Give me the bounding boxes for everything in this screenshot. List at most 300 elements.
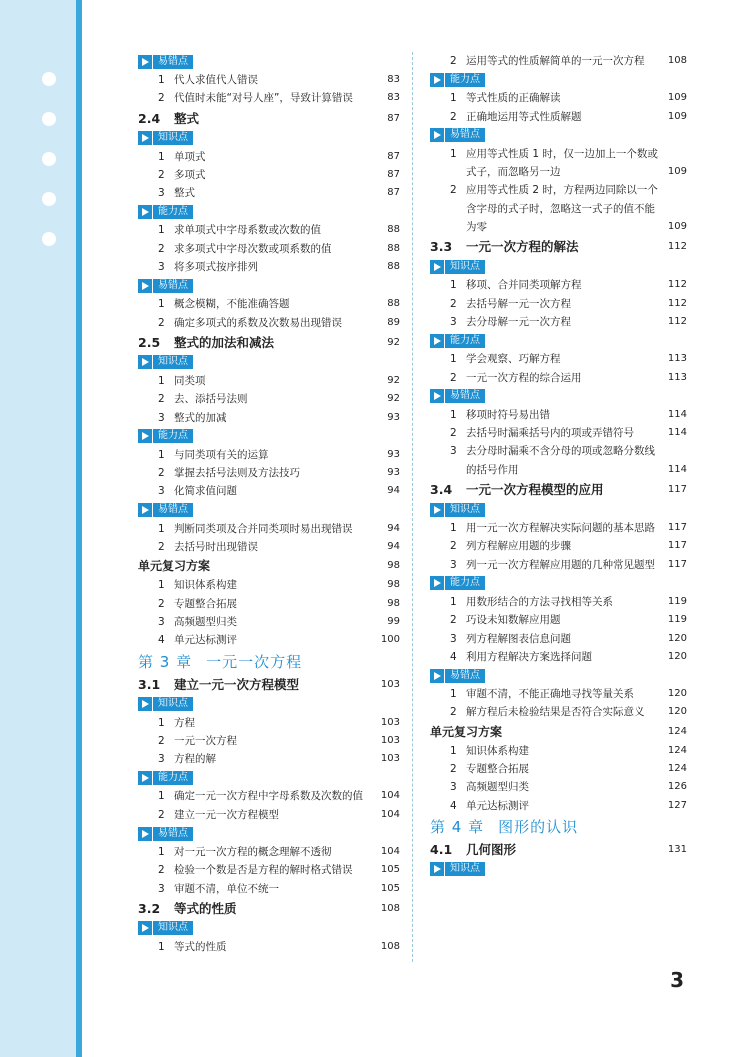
section-tag-ability: [430, 331, 687, 350]
toc-entry[interactable]: [138, 787, 400, 805]
entry-number: 3: [158, 187, 165, 200]
entry-page: 83: [387, 74, 400, 85]
entry-title: 同类项: [174, 374, 206, 387]
entry-number: 4: [450, 799, 457, 812]
toc-entry[interactable]: [138, 714, 400, 732]
toc-entry[interactable]: [430, 778, 687, 796]
entry-page: 109: [667, 221, 687, 233]
entry-number: 3: [450, 632, 457, 645]
toc-entry[interactable]: [138, 446, 400, 464]
entry-page: 124: [667, 763, 687, 775]
entry-page: 103: [380, 753, 400, 765]
entry-page: 87: [387, 150, 400, 162]
spine-edge: [76, 0, 82, 1057]
entry-page: 93: [387, 448, 400, 460]
entry-title: 去括号时出现错误: [174, 541, 258, 554]
entry-title: 列一元一次方程解应用题的几种常见题型: [466, 558, 655, 571]
entry-title: 求单项式中字母系数或次数的值: [174, 224, 321, 237]
entry-page: 100: [380, 634, 400, 646]
toc-entry[interactable]: [138, 843, 400, 861]
play-icon: [138, 55, 152, 69]
entry-page: 99: [387, 615, 400, 627]
toc-entry[interactable]: [430, 685, 687, 703]
entry-number: 3: [158, 261, 165, 274]
toc-entry[interactable]: [138, 631, 400, 649]
entry-title: 化简求值问题: [174, 485, 237, 498]
entry-page: 83: [387, 92, 400, 104]
entry-title: 单项式: [174, 150, 206, 163]
entry-number: 2: [158, 597, 165, 610]
binding-hole: [42, 232, 56, 246]
toc-entry[interactable]: [430, 442, 687, 479]
chapter-title: 一元一次方程: [206, 652, 303, 671]
tag-label: 知识点: [445, 260, 485, 274]
entry-number: 2: [450, 427, 457, 440]
entry-page: 92: [387, 393, 400, 405]
entry-number: 3: [158, 882, 165, 895]
binding-hole: [42, 192, 56, 206]
section-page: 92: [387, 336, 400, 348]
toc-entry[interactable]: [138, 732, 400, 750]
entry-number: 1: [450, 688, 457, 701]
tag-label: 能力点: [153, 429, 193, 443]
entry-page: 109: [667, 92, 687, 104]
tag-label: 知识点: [153, 921, 193, 935]
entry-title: 概念模糊，不能准确答题: [174, 298, 290, 311]
entry-title: 确定一元一次方程中字母系数及次数的值: [174, 790, 363, 803]
section-number: 3.2: [138, 900, 161, 916]
toc-entry[interactable]: [430, 369, 687, 387]
entry-page: 109: [667, 110, 687, 122]
tag-label: 能力点: [445, 576, 485, 590]
entry-number: 2: [450, 110, 457, 123]
section-page: 108: [380, 902, 400, 914]
tag-label: 易错点: [153, 55, 193, 69]
toc-entry[interactable]: [138, 576, 400, 594]
entry-title: 正确地运用等式性质解题: [466, 110, 582, 123]
section-tag-knowledge: [138, 695, 400, 714]
entry-title: 与同类项有关的运算: [174, 448, 269, 461]
entry-title: 对一元一次方程的概念理解不透彻: [174, 846, 332, 859]
toc-entry[interactable]: [430, 760, 687, 778]
entry-number: 2: [158, 168, 165, 181]
entry-title: 审题不清，不能正确地寻找等量关系: [466, 688, 634, 701]
toc-entry[interactable]: [138, 613, 400, 631]
entry-number: 1: [450, 595, 457, 608]
entry-title: 建立一元一次方程模型: [174, 808, 279, 821]
toc-entry[interactable]: [138, 390, 400, 408]
unit-review-heading[interactable]: [430, 722, 687, 742]
section-tag-error: [430, 387, 687, 406]
section-tag-error: [138, 52, 400, 71]
section-tag-ability: [138, 427, 400, 446]
entry-number: 2: [158, 242, 165, 255]
section-tag-knowledge: [138, 919, 400, 938]
play-icon: [430, 669, 444, 683]
chapter-title: 图形的认识: [498, 817, 579, 836]
tag-label: 知识点: [153, 697, 193, 711]
entry-title: 代值时未能“对号人座”，导致计算错误: [174, 92, 353, 105]
entry-title: 去、添括号法则: [174, 393, 248, 406]
section-title: 等式的性质: [174, 900, 237, 916]
entry-title: 高频题型归类: [466, 781, 529, 794]
section-tag-knowledge: [138, 129, 400, 148]
toc-entry[interactable]: [430, 52, 687, 70]
play-icon: [430, 260, 444, 274]
entry-page: 108: [667, 55, 687, 66]
unit-review-title: 单元复习方案: [138, 559, 211, 574]
toc-entry[interactable]: [430, 276, 687, 294]
entry-page: 105: [380, 882, 400, 894]
entry-page: 93: [387, 467, 400, 479]
section-tag-ability: [430, 70, 687, 89]
entry-number: 3: [450, 781, 457, 794]
section-title: 建立一元一次方程模型: [174, 676, 300, 692]
entry-page: 92: [387, 374, 400, 386]
toc-entry[interactable]: [430, 519, 687, 537]
toc-entry[interactable]: [138, 482, 400, 500]
toc-entry[interactable]: [138, 221, 400, 239]
page-number: 3: [670, 968, 684, 992]
entry-number: 2: [158, 316, 165, 329]
entry-number: 2: [158, 541, 165, 554]
unit-review-page: 124: [667, 725, 687, 737]
play-icon: [138, 697, 152, 711]
toc-entry[interactable]: [430, 424, 687, 442]
entry-number: 1: [450, 147, 457, 160]
entry-title: 知识体系构建: [174, 579, 237, 592]
entry-number: 3: [450, 445, 457, 458]
toc-entry[interactable]: [138, 806, 400, 824]
entry-number: 2: [450, 371, 457, 384]
toc-entry[interactable]: [138, 750, 400, 768]
binding-hole: [42, 72, 56, 86]
toc-entry[interactable]: [430, 593, 687, 611]
play-icon: [138, 503, 152, 517]
section-page: 131: [667, 843, 687, 855]
section-number: 4.1: [430, 841, 453, 857]
entry-number: 2: [450, 540, 457, 553]
entry-number: 2: [158, 92, 165, 105]
entry-number: 3: [158, 753, 165, 766]
toc-left-column: [138, 52, 400, 956]
section-tag-knowledge: [430, 860, 687, 879]
toc-entry[interactable]: [430, 313, 687, 331]
tag-label: 易错点: [153, 827, 193, 841]
entry-number: 3: [158, 411, 165, 424]
toc-entry[interactable]: [430, 648, 687, 666]
play-icon: [138, 429, 152, 443]
entry-title: 列方程解应用题的步骤: [466, 540, 571, 553]
entry-title: 移项时符号易出错: [466, 408, 550, 421]
entry-page: 87: [387, 187, 400, 199]
entry-number: 1: [450, 522, 457, 535]
toc-entry[interactable]: [138, 938, 400, 956]
toc-entry[interactable]: [138, 71, 400, 89]
play-icon: [138, 131, 152, 145]
entry-number: 1: [158, 74, 165, 86]
entry-title: 单元达标测评: [466, 799, 529, 812]
entry-page: 108: [380, 940, 400, 952]
entry-number: 1: [158, 150, 165, 163]
section-heading[interactable]: [138, 674, 400, 695]
section-page: 117: [667, 484, 687, 496]
entry-number: 1: [158, 940, 165, 953]
entry-page: 109: [667, 166, 687, 178]
toc-entry[interactable]: [138, 880, 400, 898]
play-icon: [430, 73, 444, 87]
entry-page: 94: [387, 522, 400, 534]
section-heading[interactable]: [138, 108, 400, 129]
toc-entry[interactable]: [430, 630, 687, 648]
tag-label: 能力点: [445, 73, 485, 87]
play-icon: [430, 576, 444, 590]
toc-entry[interactable]: [138, 372, 400, 390]
entry-page: 88: [387, 261, 400, 273]
entry-number: 3: [158, 615, 165, 628]
toc-entry[interactable]: [138, 148, 400, 166]
unit-review-page: 98: [387, 560, 400, 572]
entry-number: 1: [158, 298, 165, 311]
entry-number: 1: [450, 353, 457, 366]
tag-label: 知识点: [153, 131, 193, 145]
section-tag-error: [138, 824, 400, 843]
entry-title: 运用等式的性质解简单的一元一次方程: [466, 55, 645, 67]
toc-entry[interactable]: [138, 314, 400, 332]
entry-page: 89: [387, 316, 400, 328]
toc-entry[interactable]: [138, 409, 400, 427]
toc-entry[interactable]: [430, 611, 687, 629]
toc-entry[interactable]: [138, 538, 400, 556]
entry-title: 专题整合拓展: [466, 763, 529, 776]
entry-page: 120: [667, 688, 687, 700]
entry-page: 120: [667, 706, 687, 718]
section-number: 3.3: [430, 239, 453, 255]
entry-title: 去括号时漏乘括号内的项或弄错符号: [466, 427, 634, 440]
section-number: 3.1: [138, 676, 161, 692]
entry-title: 多项式: [174, 168, 206, 181]
section-page: 112: [667, 241, 687, 253]
entry-title: 应用等式性质 2 时，方程两边同除以一个含字母的式子时，忽略这一式子的值不能为零: [466, 184, 658, 234]
entry-page: 104: [380, 790, 400, 802]
toc-entry[interactable]: [430, 145, 687, 182]
entry-number: 2: [450, 55, 457, 67]
entry-title: 等式的性质: [174, 940, 227, 953]
entry-number: 3: [450, 558, 457, 571]
binding-hole: [42, 152, 56, 166]
section-tag-ability: [430, 574, 687, 593]
toc-entry[interactable]: [430, 89, 687, 107]
entry-page: 120: [667, 650, 687, 662]
section-tag-ability: [138, 768, 400, 787]
entry-title: 应用等式性质 1 时，仅一边加上一个数或式子，而忽略另一边: [466, 147, 658, 179]
play-icon: [430, 862, 444, 876]
chapter-number: 第 4 章: [430, 817, 485, 836]
toc-entry[interactable]: [430, 406, 687, 424]
toc-entry[interactable]: [138, 89, 400, 107]
entry-number: 2: [158, 467, 165, 480]
play-icon: [430, 503, 444, 517]
entry-page: 98: [387, 579, 400, 591]
section-tag-error: [430, 126, 687, 145]
section-heading[interactable]: [430, 839, 687, 860]
binding-hole: [42, 112, 56, 126]
entry-title: 移项、合并同类项解方程: [466, 279, 582, 292]
entry-page: 104: [380, 846, 400, 858]
chapter-heading[interactable]: [138, 650, 400, 674]
toc-entry[interactable]: [138, 295, 400, 313]
entry-title: 巧设未知数解应用题: [466, 614, 561, 627]
play-icon: [138, 205, 152, 219]
entry-page: 113: [667, 371, 687, 383]
entry-page: 98: [387, 597, 400, 609]
entry-page: 117: [667, 558, 687, 570]
tag-label: 能力点: [153, 771, 193, 785]
section-tag-knowledge: [138, 353, 400, 372]
entry-title: 检验一个数是否是方程的解时格式错误: [174, 864, 353, 877]
entry-number: 2: [158, 734, 165, 747]
chapter-heading[interactable]: [430, 815, 687, 839]
entry-number: 1: [158, 448, 165, 461]
toc-entry[interactable]: [138, 240, 400, 258]
section-tag-knowledge: [430, 500, 687, 519]
section-heading[interactable]: [138, 332, 400, 353]
entry-number: 2: [450, 763, 457, 776]
entry-title: 解方程后未检验结果是否符合实际意义: [466, 706, 645, 719]
section-page: 103: [380, 678, 400, 690]
entry-number: 1: [158, 790, 165, 803]
entry-title: 将多项式按序排列: [174, 261, 258, 274]
tag-label: 易错点: [445, 389, 485, 403]
toc-entry[interactable]: [138, 464, 400, 482]
entry-page: 117: [667, 522, 687, 534]
entry-title: 整式: [174, 187, 195, 200]
entry-page: 114: [667, 427, 687, 439]
section-tag-error: [430, 666, 687, 685]
toc-entry[interactable]: [430, 181, 687, 236]
entry-page: 87: [387, 168, 400, 180]
toc-entry[interactable]: [138, 184, 400, 202]
entry-page: 105: [380, 864, 400, 876]
entry-page: 88: [387, 242, 400, 254]
toc-entry[interactable]: [430, 108, 687, 126]
tag-label: 能力点: [445, 334, 485, 348]
toc-entry[interactable]: [430, 703, 687, 721]
entry-number: 1: [450, 279, 457, 292]
toc-entry[interactable]: [430, 556, 687, 574]
entry-number: 2: [450, 184, 457, 197]
toc-entry[interactable]: [430, 350, 687, 368]
section-number: 3.4: [430, 482, 453, 498]
entry-number: 1: [158, 224, 165, 237]
entry-title: 学会观察、巧解方程: [466, 353, 561, 366]
tag-label: 易错点: [445, 128, 485, 142]
section-heading[interactable]: [430, 236, 687, 257]
entry-page: 88: [387, 298, 400, 310]
entry-title: 用一元一次方程解决实际问题的基本思路: [466, 522, 655, 535]
entry-number: 1: [158, 579, 165, 592]
entry-page: 114: [667, 463, 687, 475]
section-page: 87: [387, 112, 400, 124]
section-title: 一元一次方程模型的应用: [466, 482, 604, 498]
entry-number: 2: [450, 297, 457, 310]
entry-title: 代人求值代人错误: [174, 74, 258, 86]
toc-entry[interactable]: [138, 520, 400, 538]
section-tag-ability: [138, 202, 400, 221]
entry-page: 114: [667, 408, 687, 420]
entry-title: 专题整合拓展: [174, 597, 237, 610]
toc-entry[interactable]: [138, 166, 400, 184]
toc-entry[interactable]: [430, 742, 687, 760]
entry-title: 掌握去括号法则及方法技巧: [174, 467, 300, 480]
entry-number: 1: [450, 408, 457, 421]
entry-page: 103: [380, 716, 400, 728]
entry-number: 1: [158, 522, 165, 535]
entry-title: 方程: [174, 716, 195, 729]
section-title: 整式: [174, 110, 200, 126]
section-tag-error: [138, 501, 400, 520]
play-icon: [430, 128, 444, 142]
entry-page: 119: [667, 595, 687, 607]
entry-page: 119: [667, 614, 687, 626]
entry-title: 等式性质的正确解读: [466, 92, 561, 105]
entry-title: 方程的解: [174, 753, 216, 766]
entry-number: 2: [450, 614, 457, 627]
play-icon: [138, 827, 152, 841]
section-number: 2.5: [138, 334, 161, 350]
entry-page: 103: [380, 734, 400, 746]
entry-title: 整式的加减: [174, 411, 227, 424]
entry-page: 120: [667, 632, 687, 644]
entry-number: 1: [158, 716, 165, 729]
section-heading[interactable]: [430, 479, 687, 500]
entry-page: 93: [387, 411, 400, 423]
tag-label: 知识点: [445, 503, 485, 517]
section-heading[interactable]: [138, 898, 400, 919]
unit-review-title: 单元复习方案: [430, 724, 503, 739]
entry-page: 126: [667, 781, 687, 793]
toc-entry[interactable]: [138, 258, 400, 276]
book-spine: [0, 0, 80, 1057]
toc-entry[interactable]: [430, 537, 687, 555]
tag-label: 易错点: [153, 279, 193, 293]
play-icon: [138, 921, 152, 935]
toc-right-column: [430, 52, 687, 879]
section-title: 几何图形: [466, 841, 517, 857]
toc-entry[interactable]: [138, 861, 400, 879]
play-icon: [138, 279, 152, 293]
toc-entry[interactable]: [430, 295, 687, 313]
entry-page: 124: [667, 744, 687, 756]
toc-entry[interactable]: [430, 797, 687, 815]
entry-page: 112: [667, 297, 687, 309]
entry-title: 审题不清，单位不统一: [174, 882, 279, 895]
entry-number: 3: [158, 485, 165, 498]
toc-entry[interactable]: [138, 595, 400, 613]
entry-title: 一元一次方程: [174, 734, 237, 747]
chapter-number: 第 3 章: [138, 652, 193, 671]
entry-title: 判断同类项及合并同类项时易出现错误: [174, 522, 353, 535]
unit-review-heading[interactable]: [138, 556, 400, 576]
entry-number: 3: [450, 315, 457, 328]
play-icon: [138, 355, 152, 369]
entry-number: 4: [450, 650, 457, 663]
entry-number: 2: [158, 393, 165, 406]
entry-title: 单元达标测评: [174, 634, 237, 647]
tag-label: 易错点: [153, 503, 193, 517]
entry-page: 127: [667, 799, 687, 811]
entry-title: 去括号解一元一次方程: [466, 297, 571, 310]
